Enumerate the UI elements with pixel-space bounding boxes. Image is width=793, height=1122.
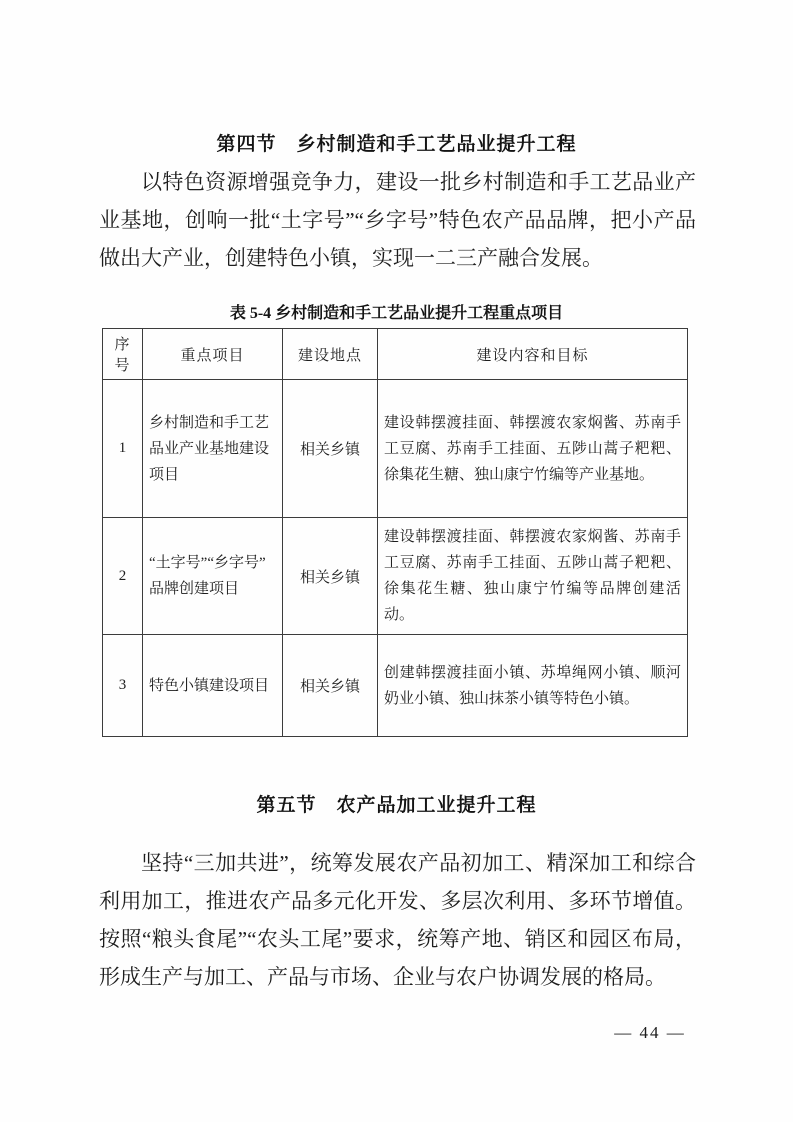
row3-content: 创建韩摆渡挂面小镇、苏埠绳网小镇、顺河奶业小镇、独山抹茶小镇等特色小镇。 (378, 635, 688, 737)
table-row (103, 635, 688, 737)
page-number: — 44 — (614, 1023, 686, 1042)
section5-heading: 第五节 农产品加工业提升工程 (256, 795, 537, 816)
row1-serial: 1 (103, 380, 143, 518)
table-row (103, 518, 688, 635)
table-title: 表 5-4 乡村制造和手工艺品业提升工程重点项目 (229, 305, 564, 322)
row2-serial: 2 (103, 518, 143, 635)
row2-location: 相关乡镇 (283, 518, 378, 635)
section4-heading: 第四节 乡村制造和手工艺品业提升工程 (216, 134, 577, 155)
table-row (103, 380, 688, 518)
row1-project: 乡村制造和手工艺品业产业基地建设项目 (143, 380, 283, 518)
header-construction-site: 建设地点 (283, 329, 378, 380)
row2-content: 建设韩摆渡挂面、韩摆渡农家焖酱、苏南手工豆腐、苏南手工挂面、五陟山蒿子粑粑、徐集花生糖、独山康宁竹编等品牌创建活动。 (378, 518, 688, 635)
key-projects-table (102, 328, 688, 737)
header-key-project: 重点项目 (143, 329, 283, 380)
header-content-and-goals: 建设内容和目标 (378, 329, 688, 380)
row1-content: 建设韩摆渡挂面、韩摆渡农家焖酱、苏南手工豆腐、苏南手工挂面、五陟山蒿子粑粑、徐集花生糖、独山康宁竹编等产业基地。 (378, 380, 688, 518)
section4-paragraph: 以特色资源增强竞争力，建设一批乡村制造和手工艺品业产业基地，创响一批“土字号”“乡字号”特色农产品品牌，把小产品做出大产业，创建特色小镇，实现一二三产融合发展。 (99, 170, 696, 270)
table-header-row (103, 329, 688, 380)
row2-project: “土字号”“乡字号”品牌创建项目 (143, 518, 283, 635)
row1-location: 相关乡镇 (283, 380, 378, 518)
row3-serial: 3 (103, 635, 143, 737)
row3-project: 特色小镇建设项目 (143, 635, 283, 737)
section5-paragraph: 坚持“三加共进”，统筹发展农产品初加工、精深加工和综合利用加工，推进农产品多元化开发、多层次利用、多环节增值。按照“粮头食尾”“农头工尾”要求，统筹产地、销区和园区布局，形成生产与加工、产品与市场、企业与农户协调发展的格局。 (99, 851, 696, 989)
header-serial-number: 序号 (103, 329, 143, 380)
row3-location: 相关乡镇 (283, 635, 378, 737)
